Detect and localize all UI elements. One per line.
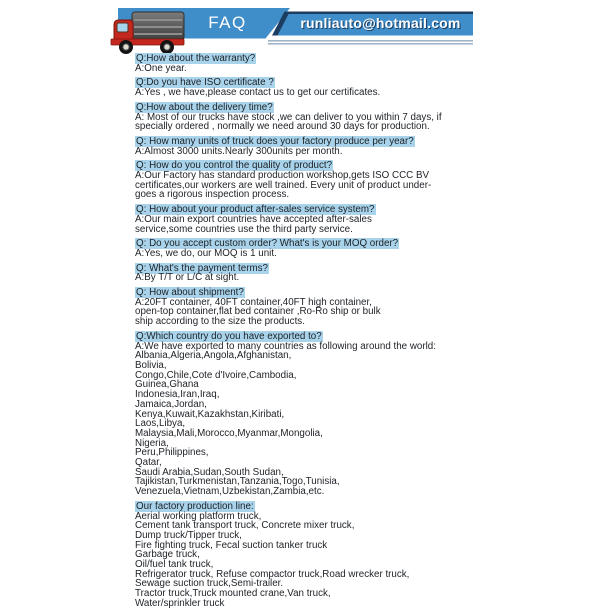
faq-answer-line: A:Almost 3000 units.Nearly 300units per month.	[135, 145, 343, 157]
faq-question-highlight: Q: How about your product after-sales service system?	[136, 204, 375, 216]
faq-item	[135, 264, 485, 283]
faq-question-highlight: Q: How do you control the quality of product?	[136, 160, 333, 172]
faq-answer-line: Qatar,	[135, 457, 162, 469]
faq-answer-line: Garbage truck,	[135, 549, 200, 561]
faq-item	[135, 78, 485, 97]
faq-item	[135, 502, 485, 609]
faq-answer-line: A:20FT container, 40FT container,40FT high container,	[135, 296, 372, 308]
faq-answer-line: specially ordered , normally we need around 30 days for production.	[135, 121, 430, 133]
faq-answer-line: Water/sprinkler truck	[135, 597, 225, 609]
faq-answer-line: Kenya,Kuwait,Kazakhstan,Kiribati,	[135, 408, 285, 420]
faq-answer-line: Bolivia,	[135, 359, 167, 371]
faq-answer-line: A:Our main export countries have accepted after-sales	[135, 213, 372, 225]
faq-answer-line: Venezuela,Vietnam,Uzbekistan,Zambia,etc.	[135, 486, 325, 498]
faq-question-highlight: Q: What's the payment terms?	[136, 262, 268, 274]
faq-answer-line: Congo,Chile,Cote d'Ivoire,Cambodia,	[135, 369, 297, 381]
faq-answer-line: Dump truck/Tipper truck,	[135, 529, 242, 541]
faq-answer-line: Cement tank transport truck, Concrete mixer truck,	[135, 520, 355, 532]
faq-answer-line: A:We have exported to many countries as following around the world:	[135, 340, 436, 352]
faq-answer-line: Malaysia,Mali,Morocco,Myanmar,Mongolia,	[135, 427, 323, 439]
faq-question-highlight: Q:Which country do you have exported to?	[136, 330, 322, 342]
faq-question-highlight: Q: How about shipment?	[136, 287, 244, 299]
faq-answer-line: Albania,Algeria,Angola,Afghanistan,	[135, 350, 292, 362]
faq-item	[135, 205, 485, 234]
truck-icon	[109, 9, 189, 55]
faq-answer-line: A: Most of our trucks have stock ,we can deliver to you within 7 days, if	[135, 111, 442, 123]
faq-answer-line: A:Yes , we have,please contact us to get our certificates.	[135, 87, 381, 99]
faq-answer-line: Tajikistan,Turkmenistan,Tanzania,Togo,Tunisia,	[135, 476, 340, 488]
faq-answer-line: Sewage suction truck,Semi-trailer.	[135, 578, 284, 590]
faq-answer-line: open-top container,flat bed container ,Ro-Ro ship or bulk	[135, 306, 381, 318]
faq-item	[135, 288, 485, 327]
faq-answer-line: A:By T/T or L/C at sight.	[135, 272, 240, 284]
faq-answer-line: goes a rigorous inspection process.	[135, 189, 290, 201]
faq-answer-line: Refrigerator truck, Refuse compactor truck,Road wrecker truck,	[135, 568, 410, 580]
contact-email: runliauto@hotmail.com	[300, 15, 461, 31]
faq-answer-line: certificates,our workers are well trained. Every unit of product under-	[135, 179, 432, 191]
faq-answer-line: ship according to the size the products.	[135, 316, 305, 328]
faq-question-highlight: Q:How about the warranty?	[136, 53, 256, 64]
faq-answer-line: Indonesia,Iran,Iraq,	[135, 389, 220, 401]
faq-item	[135, 332, 485, 497]
faq-answer-line: Tractor truck,Truck mounted crane,Van truck,	[135, 588, 331, 600]
faq-item	[135, 239, 485, 258]
faq-question-highlight: Q: How many units of truck does your factory produce per year?	[136, 135, 414, 147]
banner-underline	[268, 40, 473, 42]
faq-answer-line: A:One year.	[135, 62, 187, 74]
faq-question-highlight: Q: Do you accept custom order? What's is your MOQ order?	[136, 238, 399, 250]
faq-item	[135, 103, 485, 132]
faq-question-highlight: Q:Do you have ISO certificate ?	[136, 77, 274, 89]
faq-answer-line: Nigeria,	[135, 437, 169, 449]
faq-answer-line: Oil/fuel tank truck,	[135, 559, 214, 571]
faq-list	[135, 54, 485, 614]
faq-answer-line: Peru,Philippines,	[135, 447, 209, 459]
faq-question	[135, 54, 485, 64]
faq-question-highlight: Our factory production line:	[136, 500, 254, 512]
faq-answer-line: Saudi Arabia,Sudan,South Sudan,	[135, 466, 284, 478]
faq-answer-line: service,some countries use the third party service.	[135, 223, 353, 235]
faq-item	[135, 137, 485, 156]
faq-answer-line: Laos,Libya,	[135, 418, 186, 430]
faq-answer-line: Guinea,Ghana	[135, 379, 199, 391]
faq-answer-line: Fire fighting truck, Fecal suction tanker truck	[135, 539, 328, 551]
faq-answer-line: Jamaica,Jordan,	[135, 398, 207, 410]
faq-answer-line: Aerial working platform truck,	[135, 510, 262, 522]
faq-question-highlight: Q:How about the delivery time?	[136, 101, 273, 113]
faq-answer-line: A:Our Factory has standard production workshop,gets ISO CCC BV	[135, 170, 430, 182]
faq-answer-line: A:Yes, we do, our MOQ is 1 unit.	[135, 247, 277, 259]
faq-item	[135, 161, 485, 200]
banner-underline	[268, 43, 473, 45]
page-title: FAQ	[208, 13, 247, 32]
faq-item	[135, 54, 485, 73]
